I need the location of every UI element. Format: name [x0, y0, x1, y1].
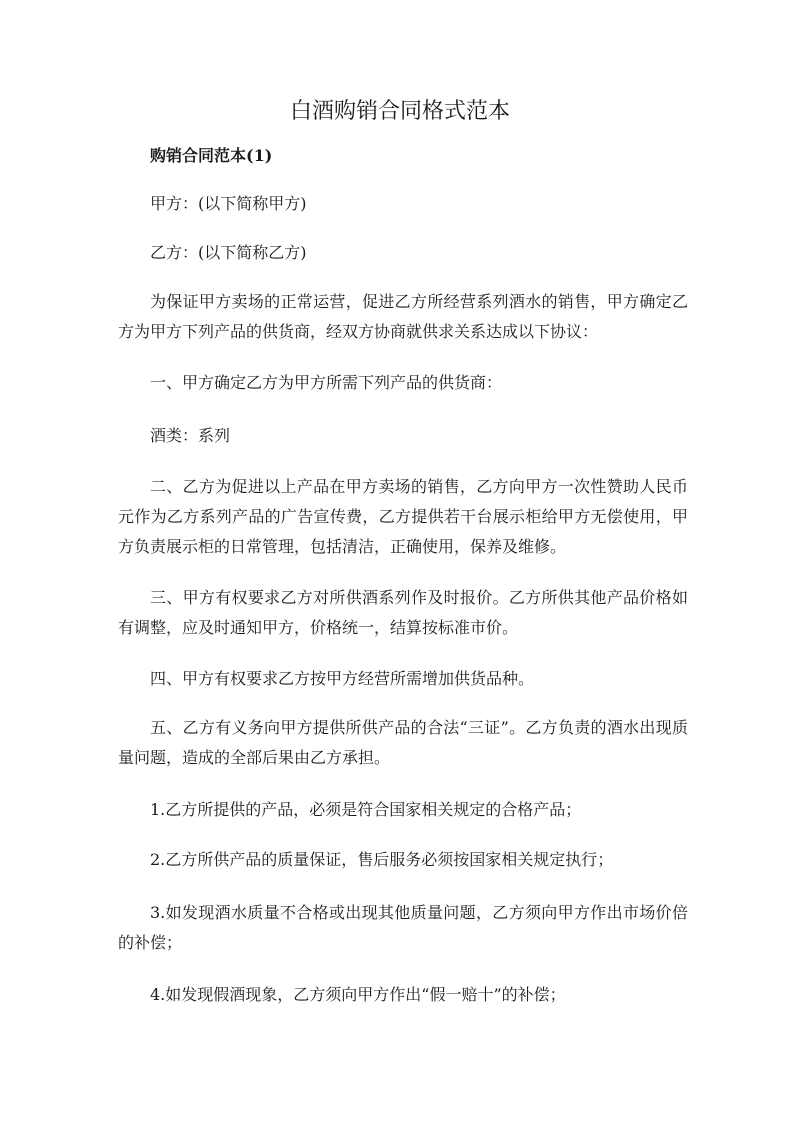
list-item-1: 1.乙方所提供的产品，必须是符合国家相关规定的合格产品； [150, 800, 582, 819]
clause-1: 一、甲方确定乙方为甲方所需下列产品的供货商： [150, 373, 503, 392]
liquor-type-line: 酒类：系列 [150, 426, 231, 445]
clause-2: 二、乙方为促进以上产品在甲方卖场的销售，乙方向甲方一次性赞助人民币元作为乙方系列产品的广告宣传费，乙方提供若干台展示柜给甲方无偿使用，甲方负责展示柜的日常管理，包括清洁，正确使用，保养及维修。 [118, 477, 688, 556]
clause-3: 三、甲方有权要求乙方对所供酒系列作及时报价。乙方所供其他产品价格如有调整，应及时通知甲方，价格统一，结算按标准市价。 [118, 588, 688, 637]
document-title: 白酒购销合同格式范本 [289, 99, 510, 124]
clause-5: 五、乙方有义务向甲方提供所供产品的合法“三证”。乙方负责的酒水出现质量问题，造成的全部后果由乙方承担。 [118, 718, 688, 767]
party-a-line: 甲方：(以下简称甲方) [150, 194, 307, 213]
preamble-paragraph: 为保证甲方卖场的正常运营，促进乙方所经营系列酒水的销售，甲方确定乙方为甲方下列产品的供货商，经双方协商就供求关系达成以下协议： [118, 292, 688, 341]
party-b-line: 乙方：(以下简称乙方) [150, 243, 307, 262]
list-item-3: 3.如发现酒水质量不合格或出现其他质量问题，乙方须向甲方作出市场价倍的补偿； [118, 903, 688, 952]
contract-subtitle: 购销合同范本(1) [150, 146, 273, 165]
clause-4: 四、甲方有权要求乙方按甲方经营所需增加供货品种。 [150, 669, 535, 688]
list-item-2: 2.乙方所供产品的质量保证，售后服务必须按国家相关规定执行； [150, 850, 614, 869]
list-item-4: 4.如发现假酒现象，乙方须向甲方作出“假一赔十”的补偿； [150, 985, 566, 1004]
